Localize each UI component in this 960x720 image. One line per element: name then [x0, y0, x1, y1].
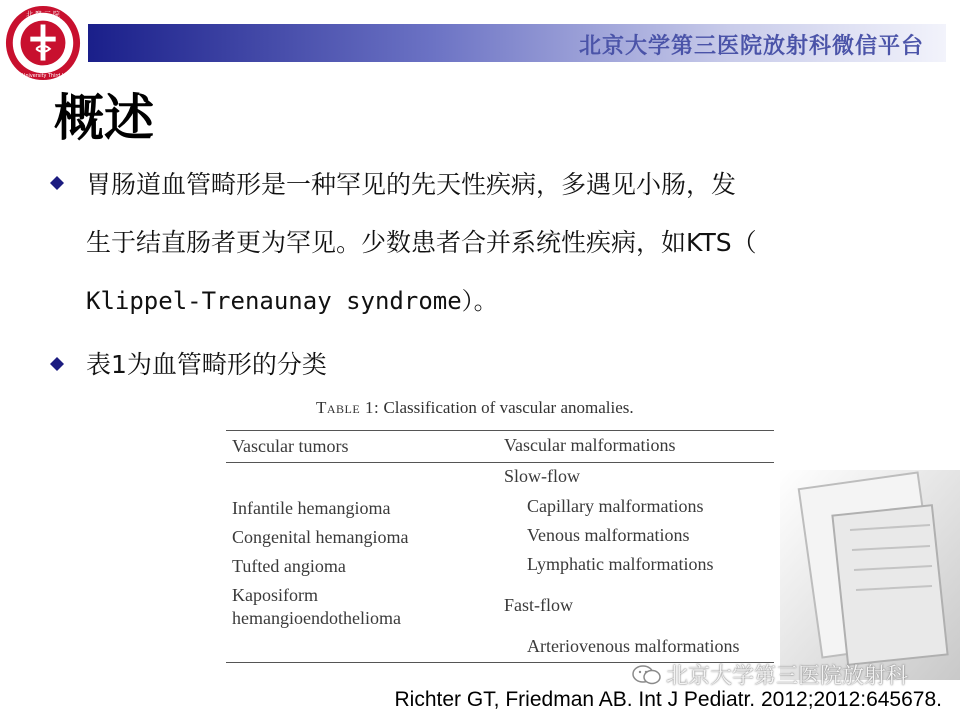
bullet-1-line-2: 生于结直肠者更为罕见。少数患者合并系统性疾病，如KTS（: [86, 228, 757, 257]
wechat-icon: [632, 664, 662, 686]
bullet-1-line-1: 胃肠道血管畸形是一种罕见的先天性疾病，多遇见小肠，发: [86, 170, 737, 199]
hospital-logo: [4, 4, 82, 82]
table-cell-left: hemangioendothelioma: [232, 608, 401, 628]
table-group-label: Fast-flow: [504, 595, 573, 615]
slide-title: 概述: [54, 89, 154, 147]
table-cell-right: Capillary malformations: [527, 496, 704, 516]
classification-table: [226, 396, 778, 666]
table-caption: [316, 398, 634, 418]
table-cell-right: Venous malformations: [527, 525, 690, 545]
table-cell-left: Tufted angioma: [232, 556, 346, 576]
table-cell-left: Congenital hemangioma: [232, 527, 409, 547]
table-header-rule: [226, 462, 774, 463]
diamond-bullet-icon: [50, 357, 64, 371]
table-caption-text: Classification of vascular anomalies.: [383, 398, 634, 417]
table-cell-right: Arteriovenous malformations: [527, 636, 740, 656]
decorative-background-image: [780, 470, 960, 680]
bullet-1-line-3: Klippel-Trenaunay syndrome）。: [86, 287, 498, 315]
diamond-bullet-icon: [50, 176, 64, 190]
bullet-paragraph-1: [86, 156, 932, 330]
table-caption-label: Table 1:: [316, 398, 380, 417]
table-cell-left: Infantile hemangioma: [232, 498, 391, 518]
svg-text:北 醫 三 院: 北 醫 三 院: [26, 10, 60, 19]
bullet-2-line-1: 表1为血管畸形的分类: [86, 350, 327, 379]
bullet-paragraph-2: [86, 336, 932, 394]
watermark-text: 北京大学第三医院放射科: [666, 664, 909, 689]
table-cell-right: Lymphatic malformations: [527, 554, 714, 574]
table-header-malformations: Vascular malformations: [504, 435, 676, 455]
svg-text:Peking University Third Hospit: Peking University Third Hospital: [4, 73, 82, 80]
table-header-tumors: Vascular tumors: [232, 436, 349, 456]
citation: Richter GT, Friedman AB. Int J Pediatr. 2012;2012:645678.: [394, 688, 942, 711]
platform-title: 北京大学第三医院放射科微信平台: [578, 34, 924, 59]
table-group-label: Slow-flow: [504, 466, 580, 486]
table-cell-left: Kaposiform: [232, 585, 318, 605]
table-top-rule: [226, 430, 774, 431]
